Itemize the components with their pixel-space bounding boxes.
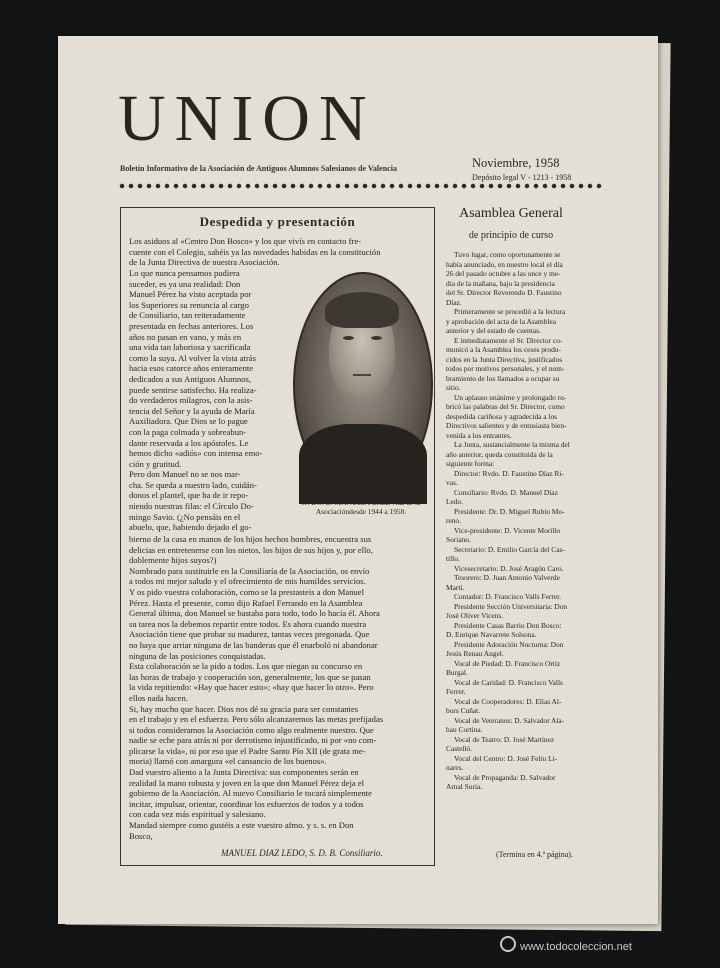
text-line: do verdaderos milagros, con la asis- — [129, 395, 253, 406]
text-line: sitio. — [446, 383, 461, 392]
text-line: José Oliver Vicens. — [446, 611, 504, 620]
photo-caption — [287, 498, 435, 517]
text-line: Directivos salientes y de entusiasta bien- — [446, 421, 567, 430]
text-line: cidos en la Junta Directiva, justificados — [446, 354, 563, 364]
text-line: D. Enrique Navarrete Solsona. — [446, 630, 537, 639]
portrait-eye — [371, 336, 382, 340]
signature: MANUEL DIAZ LEDO, S. D. B. Consiliario. — [221, 848, 383, 858]
text-line: Pérez. Hasta el presente, como dijo Rafael Ferrando en la Asamblea — [129, 597, 363, 608]
text-line: tillo. — [446, 554, 460, 563]
text-line: vas. — [446, 478, 458, 487]
text-line: Si, hay mucho que hacer. Dios nos dé su gracia para ser constantes — [129, 703, 359, 714]
text-line: reno. — [446, 516, 461, 525]
newspaper-page — [58, 36, 658, 924]
text-line: Contador: D. Francisco Valls Ferrer. — [454, 592, 562, 601]
text-line: Vicesecretario: D. José Aragón Caro. — [454, 563, 564, 573]
text-line: Ledo. — [446, 497, 464, 506]
text-line: anterior y del estado de cuentas. — [446, 326, 541, 335]
text-line: Arnal Suria. — [446, 782, 483, 791]
text-line: la vida repitiendo: «Hay que hacer esto»; «hay que hacer lo otro». Pero — [129, 682, 374, 693]
text-line: Vocal de Teatro: D. José Martínez — [454, 734, 555, 744]
text-line: Díaz. — [446, 297, 462, 307]
text-line: Vocal de Propaganda: D. Salvador — [454, 772, 556, 782]
left-article-box — [120, 207, 435, 866]
text-line: presentada en fechas anteriores. Los — [129, 320, 254, 331]
text-line: Vocal de Piedad: D. Francisco Ortiz — [454, 658, 561, 668]
text-line: con cada vez más espiritual y salesiano. — [129, 809, 266, 820]
portrait-hair — [325, 292, 399, 328]
portrait-eye — [343, 336, 354, 340]
text-line: cuente con el Colegio, sabéis ya las novedades habidas en la constitución — [129, 246, 381, 257]
masthead-title: UNION — [118, 82, 376, 155]
text-line: Dad vuestro aliento a la Junta Directiva: sus componentes serán en — [129, 767, 359, 778]
text-line: Ferrer. — [446, 687, 466, 696]
text-line: dedicados a sus Antiguos Alumnos, — [129, 373, 251, 384]
text-line: año anterior, queda constituida de la — [446, 449, 553, 459]
watermark — [500, 936, 632, 953]
text-line: moria) llamó con amargura «el cansancio de los buenos». — [129, 756, 327, 767]
watermark-logo-icon — [500, 936, 516, 952]
left-article-body — [129, 534, 425, 841]
text-line: ellos nada hacen. — [129, 692, 188, 703]
text-line: Un aplauso unánime y prolongado ru- — [454, 392, 567, 402]
text-line: Castelló. — [446, 744, 473, 753]
right-article-subtitle: de principio de curso — [468, 230, 554, 241]
text-line: bors Cuñat. — [446, 706, 481, 715]
text-line: incitar, impulsar, orientar, coordinar los esfuerzos de todos y a todos — [129, 798, 364, 809]
text-line: venida a los entrantes. — [446, 430, 512, 440]
text-line: Mandad siempre como gustéis a este vuestro afmo. y s. s. en Don — [129, 820, 354, 831]
text-line: como la suya. Al volver la vista atrás — [129, 352, 256, 363]
text-line: La Junta, sustancialmente la misma del — [454, 440, 570, 449]
text-line: donos el plantel, que ha de ir repo- — [129, 490, 249, 501]
text-line: de Consiliario, tan reiteradamente — [129, 310, 246, 321]
text-line: tencia del Señor y la ayuda de María — [129, 405, 255, 416]
text-line: en el trabajo y en el esfuerzo. Pero sólo alcanzaremos las metas prefijadas — [129, 714, 384, 725]
portrait-photo — [293, 272, 433, 498]
portrait-mouth — [353, 374, 371, 376]
ornament-divider — [118, 182, 602, 190]
left-article-intro — [129, 236, 425, 268]
text-line: RVDO. D. MANUEL PEREZ — [301, 498, 391, 507]
text-line: puede sentirse satisfecho. Ha realiza- — [129, 384, 257, 395]
text-line: municó a la Asamblea los ceses produ- — [446, 345, 561, 354]
text-line: hacia esos catorce años enteramente — [129, 363, 254, 374]
text-line: Presidente Adoración Nocturna: Don — [454, 639, 564, 649]
text-line: mingo Savio. (¿No pensáis en el — [129, 511, 241, 522]
issue-date: Noviembre, 1958 — [472, 156, 560, 170]
text-line: Bosco, — [129, 830, 153, 841]
text-line: no haya que arriar ninguna de las banderas que él enarboló ni abandonar — [129, 639, 378, 650]
text-line: E inmediatamente el Sr. Director co- — [454, 335, 563, 345]
text-line: desde 1944 a 1958. — [349, 507, 407, 517]
text-line: Vocal de Caridad: D. Francisco Valls — [454, 677, 563, 687]
text-line: Presidente Sección Universitaria: Don — [454, 601, 568, 611]
text-line: abuelo, que, habiendo dejado el go- — [129, 522, 252, 533]
legal-deposit: Depósito legal V - 1213 - 1958 — [472, 173, 572, 182]
text-line: Los asiduos al «Centro Don Bosco» y los que vivís en contacto fre- — [129, 236, 361, 246]
text-line: Jesús Renau Angel. — [446, 649, 504, 658]
text-line: Auxiliadora. Que Dios se lo pague — [129, 416, 248, 427]
text-line: bramiento de los llamados a ocupar su — [446, 373, 560, 383]
text-line: bricó las palabras del Sr. Director, como — [446, 402, 565, 411]
text-line: Tuvo lugar, como oportunamente se — [454, 250, 561, 259]
text-line: Burgal. — [446, 668, 468, 677]
masthead-subtitle: Boletín Informativo de la Asociación de Antiguos Alumnos Salesianos de Valencia — [120, 164, 397, 173]
text-line: dante reservada a los apóstoles. Le — [129, 437, 249, 448]
text-line: Presidente: Dr. D. Miguel Rubio Mo- — [454, 506, 565, 516]
left-article-column — [129, 268, 289, 533]
text-line: Lo que nunca pensamos pudiera — [129, 268, 240, 278]
watermark-text: www.todocoleccion.net — [520, 941, 632, 953]
text-line: y aprobación del acta de la Asamblea — [446, 316, 556, 326]
text-line: General última, don Manuel se bastaba para todo, todo lo hacía él. Ahora — [129, 608, 380, 619]
text-line: todos por motivos personales, y el nom- — [446, 364, 565, 373]
text-line: Esta colaboración se la pido a todos. Los que niegan su concurso en — [129, 661, 363, 672]
text-line: Vocal del Centro: D. José Felíu Li- — [454, 753, 558, 763]
text-line: niendo nuestras filas: el Círculo Do- — [129, 501, 254, 512]
continuation-note: (Termina en 4.ª página). — [496, 850, 573, 859]
text-line: 26 del pasado octubre a las once y me- — [446, 269, 561, 278]
text-line: hemos dicho «adiós» con intensa emo- — [129, 448, 263, 459]
text-line: si todos consideramos la Asociación como algo realmente nuestro. Que — [129, 724, 374, 735]
text-line: con la paga colmada y sobreabun- — [129, 426, 247, 437]
text-line: una vida tan laboriosa y sacrificada — [129, 342, 251, 353]
text-line: Manuel Pérez ha visto aceptada por — [129, 289, 252, 300]
text-line: bau Cortina. — [446, 725, 483, 734]
text-line: doblemente hijos suyos?) — [129, 555, 217, 566]
text-line: Asociación tiene que probar su madurez, tantas veces pregonada. Que — [129, 629, 370, 640]
text-line: Director: Rvdo. D. Faustino Díaz Ri- — [454, 468, 564, 478]
text-line: Consiliario: Rvdo. D. Manuel Díaz — [454, 487, 558, 497]
text-line: Y os pido vuestra colaboración, como se la prestasteis a don Manuel — [129, 586, 364, 597]
text-line: a todos mi mejor saludo y el ofrecimiento de mis humildes servicios. — [129, 576, 366, 587]
text-line: Vida de la Asociación — [315, 498, 421, 517]
text-line: realidad la mano robusta y joven en la que don Manuel Pérez deja el — [129, 777, 365, 788]
text-line: Vice-presidente: D. Vicente Morillo — [454, 525, 561, 535]
text-line: ción y gratitud. — [129, 458, 182, 469]
right-article-text — [446, 250, 596, 792]
text-line: nares. — [446, 763, 464, 772]
text-line: nadie se eche para atrás ni por derrotismo injustificado, ni por «no com- — [129, 735, 377, 746]
text-line: Secretario: D. Emilio García del Cas- — [454, 544, 565, 554]
portrait-coat — [299, 424, 427, 504]
text-line: los Superiores su renuncia al cargo — [129, 299, 249, 310]
text-line: ninguna de las posiciones conquistadas. — [129, 650, 266, 661]
left-article-title: Despedida y presentación — [199, 214, 356, 229]
right-article-title: Asamblea General — [459, 206, 563, 221]
text-line: del Sr. Director Reverendo D. Faustino — [446, 288, 562, 297]
text-line: bierno de la casa en manos de los hijos hechos hombres, encuentra sus — [129, 534, 372, 544]
text-line: delicias en entretenerse con los nietos, los hijos de sus hijos y, por ello, — [129, 544, 373, 555]
text-line: Primeramente se procedió a la lectura — [454, 307, 566, 316]
text-line: Nombrado para sustituirle en la Consiliaría de la Asociación, os envío — [129, 565, 370, 576]
text-line: Pero don Manuel no se nos mar- — [129, 469, 241, 480]
text-line: Tesorero: D. Juan Antonio Valverde — [454, 573, 560, 582]
text-line: dia de la mañana, bajo la presidencia — [446, 278, 555, 288]
text-line: Vocal de Cooperadores: D. Elías Al- — [454, 696, 562, 706]
text-line: Martí. — [446, 582, 465, 592]
text-line: cha. Se queda a nuestro lado, cuidán- — [129, 479, 257, 490]
text-line: gobierno de la Asociación. Al nuevo Consiliario le tocará simplemente — [129, 788, 372, 799]
text-line: plicarse la vida», ni por eso que el Padre Santo Pío XII (de grata me- — [129, 745, 366, 756]
text-line: de la Junta Directiva de nuestra Asociación. — [129, 257, 280, 268]
text-line: Vocal de Veteranos: D. Salvador Ala- — [454, 715, 565, 725]
text-line: años no pasan en vano, y más en — [129, 331, 242, 342]
text-line: su tarea nos la debemos repartir entre todos. Es ahora cuando nuestra — [129, 618, 367, 629]
text-line: despedida cariñosa y agradecida a los — [446, 411, 558, 421]
text-line: Presidente Casas Barrio Don Bosco: — [454, 620, 562, 630]
text-line: Soriano. — [446, 535, 471, 544]
text-line: había anunciado, en nuestro local el día — [446, 259, 563, 269]
text-line: siguiente forma: — [446, 459, 495, 468]
text-line: las horas de trabajo y cooperación son, generalmente, los que se pasan — [129, 671, 371, 682]
text-line: suceder, es ya una realidad: Don — [129, 278, 241, 289]
